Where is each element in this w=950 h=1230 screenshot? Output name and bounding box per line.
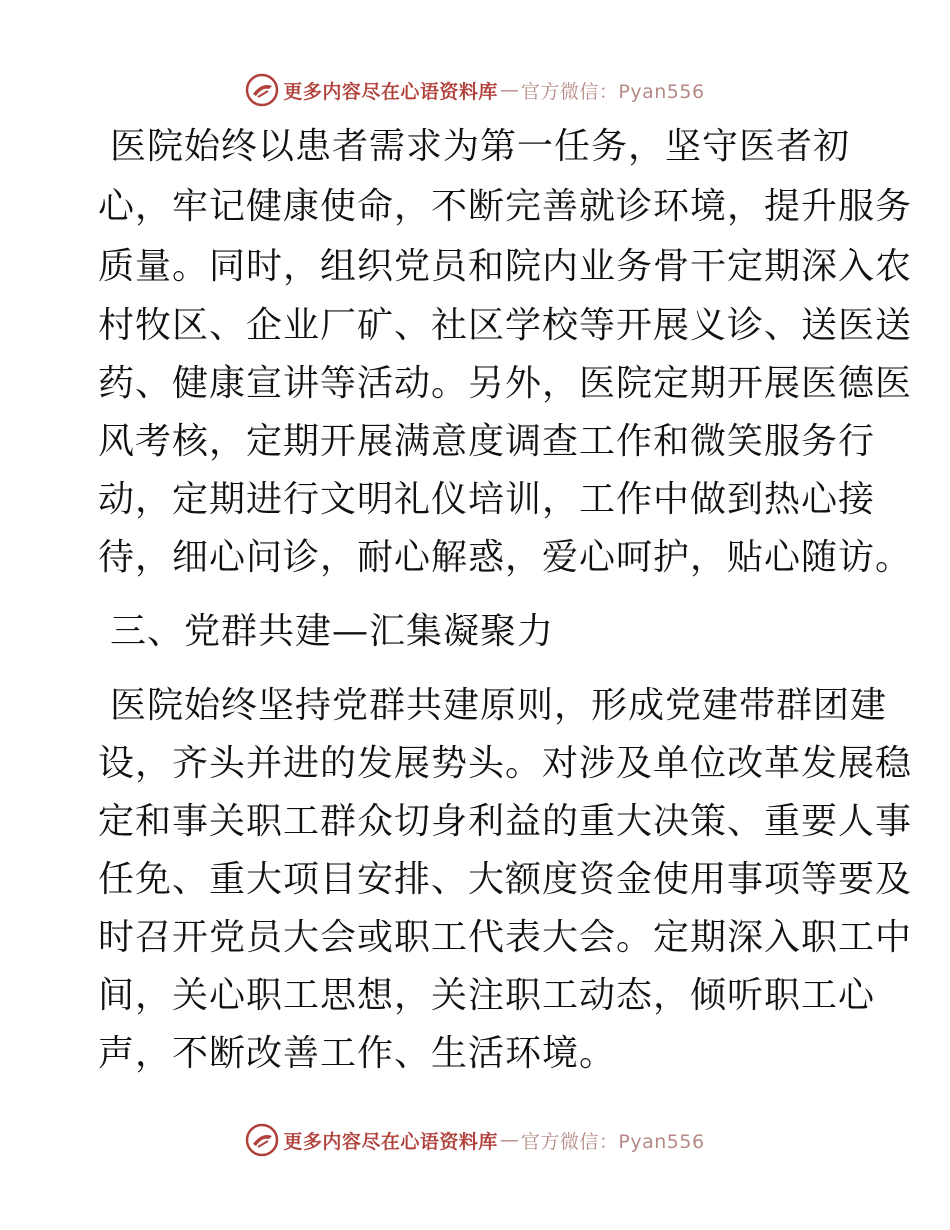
book-logo-icon: [245, 1123, 279, 1157]
banner-dash: —: [499, 79, 519, 101]
footer-banner: [0, 1120, 950, 1160]
paragraph-line: 待，细心问诊，耐心解惑，爱心呵护，贴心随访。: [98, 537, 913, 578]
paragraph-line: 间，关心职工思想，关注职工动态，倾听职工心: [98, 975, 876, 1016]
banner-title: 更多内容尽在心语资料库: [283, 1130, 498, 1153]
banner-title: 更多内容尽在心语资料库: [283, 80, 498, 103]
paragraph-line: 动，定期进行文明礼仪培训，工作中做到热心接: [98, 479, 876, 520]
paragraph-line: 药、健康宣讲等活动。另外，医院定期开展医德医: [98, 363, 913, 404]
banner-dash: —: [499, 1129, 519, 1151]
banner-wechat: 官方微信：Pyan556: [520, 1130, 705, 1153]
paragraph-line: 心，牢记健康使命，不断完善就诊环境，提升服务: [98, 186, 913, 227]
book-logo-icon: [245, 73, 279, 107]
paragraph-line: 时召开党员大会或职工代表大会。定期深入职工中: [98, 917, 913, 958]
paragraph-line: 声，不断改善工作、生活环境。: [98, 1033, 617, 1074]
paragraph-line: 设，齐头并进的发展势头。对涉及单位改革发展稳: [98, 743, 913, 784]
paragraph-line: 医院始终以患者需求为第一任务，坚守医者初: [110, 126, 851, 167]
paragraph-line: 医院始终坚持党群共建原则，形成党建带群团建: [110, 685, 888, 726]
section-heading: 三、党群共建—汇集凝聚力: [110, 611, 555, 652]
banner-wechat: 官方微信：Pyan556: [520, 80, 705, 103]
header-banner: [0, 70, 950, 110]
paragraph-line: 任免、重大项目安排、大额度资金使用事项等要及: [98, 859, 913, 900]
paragraph-line: 风考核，定期开展满意度调查工作和微笑服务行: [98, 421, 876, 462]
paragraph-line: 定和事关职工群众切身利益的重大决策、重要人事: [98, 801, 913, 842]
paragraph-line: 村牧区、企业厂矿、社区学校等开展义诊、送医送: [98, 305, 913, 346]
paragraph-line: 质量。同时，组织党员和院内业务骨干定期深入农: [98, 246, 913, 287]
